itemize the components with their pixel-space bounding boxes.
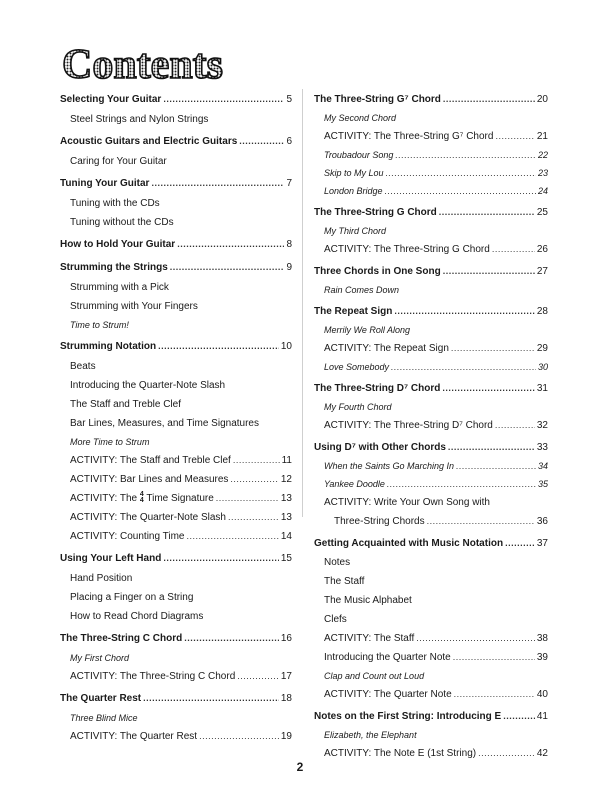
toc-entry-label: Strumming with a Pick (70, 282, 169, 293)
toc-entry-section[interactable] (60, 489, 292, 508)
toc-entry-section[interactable] (60, 607, 292, 626)
leader-dots (199, 727, 279, 746)
leader-dots (448, 437, 535, 457)
toc-entry-page-number: 7 (286, 178, 292, 189)
toc-entry-chapter[interactable] (314, 378, 548, 398)
toc-entry-label: Three Blind Mice (70, 713, 138, 723)
toc-entry-section[interactable] (314, 339, 548, 358)
toc-entry-section[interactable] (314, 493, 548, 512)
toc-entry-section[interactable] (60, 357, 292, 376)
leader-dots (170, 257, 285, 278)
toc-left-column (60, 89, 292, 746)
toc-entry-page-number: 6 (286, 136, 292, 147)
toc-entry-song[interactable] (314, 222, 548, 240)
toc-entry-label: ACTIVITY: Write Your Own Song with (324, 497, 490, 508)
page-number: 2 (296, 760, 304, 774)
contents-title-text: Contents (62, 42, 224, 88)
leader-dots (230, 470, 278, 489)
toc-entry-section[interactable] (314, 512, 548, 531)
leader-dots (453, 648, 535, 667)
toc-entry-label: Yankee Doodle (324, 479, 385, 489)
leader-dots (143, 688, 279, 709)
toc-entry-song[interactable] (314, 109, 548, 127)
toc-entry-section[interactable] (314, 685, 548, 704)
toc-entry-label: My First Chord (70, 653, 130, 663)
toc-entry-label: Hand Position (70, 573, 133, 584)
leader-dots (416, 629, 535, 648)
toc-entry-section[interactable] (314, 572, 548, 591)
toc-entry-chapter[interactable] (60, 89, 292, 110)
toc-entry-page-number: 18 (280, 693, 292, 704)
toc-entry-label: The Three-String C Chord (60, 633, 183, 644)
toc-entry-section[interactable] (314, 629, 548, 648)
toc-entry-song[interactable] (314, 726, 548, 744)
contents-title-graphic (60, 40, 260, 90)
toc-entry-section[interactable] (314, 553, 548, 572)
toc-entry-page-number: 26 (536, 244, 548, 255)
toc-entry-section[interactable] (60, 727, 292, 746)
time-signature-top: 4 (139, 491, 144, 498)
toc-entry-label: Clap and Count out Loud (324, 671, 425, 681)
toc-entry-section[interactable] (314, 610, 548, 629)
leader-dots (443, 261, 535, 281)
leader-dots (158, 336, 279, 357)
toc-entry-label: Introducing the Quarter-Note Slash (70, 380, 226, 391)
toc-entry-page-number: 11 (281, 455, 292, 466)
toc-entry-label: ACTIVITY: The Three-String C Chord (70, 671, 236, 682)
toc-entry-page-number: 12 (280, 474, 292, 485)
toc-entry-section[interactable] (314, 648, 548, 667)
toc-entry-label: Elizabeth, the Elephant (324, 730, 417, 740)
toc-entry-section[interactable] (60, 395, 292, 414)
toc-entry-page-number: 36 (536, 516, 548, 527)
leader-dots (394, 301, 535, 321)
toc-entry-song[interactable] (314, 457, 548, 475)
toc-entry-label-part: Time Signature (146, 493, 214, 504)
leader-dots (391, 358, 536, 376)
toc-entry-page-number: 24 (537, 186, 548, 196)
leader-dots (151, 173, 284, 194)
toc-entry-label: Notes (324, 557, 351, 568)
toc-entry-page-number: 25 (536, 207, 548, 218)
toc-entry-label: ACTIVITY: The Quarter Note (324, 689, 452, 700)
toc-entry-song[interactable] (314, 321, 548, 339)
toc-entry-label: More Time to Strum (70, 437, 150, 447)
toc-entry-page-number: 13 (280, 512, 292, 523)
leader-dots (505, 533, 535, 553)
toc-entry-label: ACTIVITY: The Quarter-Note Slash (70, 512, 226, 523)
toc-entry-section[interactable] (60, 278, 292, 297)
toc-entry-page-number: 28 (536, 306, 548, 317)
toc-entry-page-number: 27 (536, 266, 548, 277)
toc-entry-section[interactable] (314, 240, 548, 259)
toc-entry-label: Using Your Left Hand (60, 553, 162, 564)
toc-entry-section[interactable] (60, 508, 292, 527)
toc-entry-section[interactable] (314, 591, 548, 610)
toc-entry-label: The Repeat Sign (314, 306, 393, 317)
toc-entry-song[interactable] (314, 667, 548, 685)
toc-entry-label: Skip to My Lou (324, 168, 384, 178)
toc-entry-page-number: 37 (536, 538, 548, 549)
toc-entry-section[interactable] (314, 127, 548, 146)
toc-entry-song[interactable] (314, 164, 548, 182)
toc-entry-label: The Three-String G Chord (314, 207, 437, 218)
toc-entry-page-number: 32 (536, 420, 548, 431)
toc-entry-chapter[interactable] (314, 202, 548, 222)
toc-entry-label (70, 489, 214, 508)
toc-entry-label: Acoustic Guitars and Electric Guitars (60, 136, 238, 147)
toc-entry-page-number: 17 (280, 671, 292, 682)
contents-title (60, 40, 260, 90)
leader-dots (439, 202, 535, 222)
toc-entry-label: The Quarter Rest (60, 693, 142, 704)
toc-entry-page-number: 21 (536, 131, 548, 142)
toc-entry-page-number: 14 (280, 531, 292, 542)
leader-dots (163, 548, 279, 569)
toc-entry-page-number: 23 (537, 168, 548, 178)
toc-entry-label: ACTIVITY: The Note E (1st String) (324, 748, 477, 759)
toc-right-column (314, 89, 548, 763)
toc-entry-chapter[interactable] (314, 437, 548, 457)
toc-entry-page-number: 19 (280, 731, 292, 742)
toc-entry-page-number: 8 (286, 239, 292, 250)
toc-entry-label: ACTIVITY: The Three-String G Chord (324, 244, 490, 255)
toc-entry-page-number: 29 (536, 343, 548, 354)
toc-entry-section[interactable] (314, 416, 548, 435)
toc-entry-label: The Staff (324, 576, 365, 587)
toc-entry-label: Tuning with the CDs (70, 198, 160, 209)
toc-entry-song[interactable] (314, 475, 548, 493)
toc-entry-label: Caring for Your Guitar (70, 156, 167, 167)
toc-entry-song[interactable] (314, 146, 548, 164)
toc-entry-page-number: 16 (280, 633, 292, 644)
toc-entry-label: ACTIVITY: The Repeat Sign (324, 343, 449, 354)
toc-entry-page-number: 22 (537, 150, 548, 160)
toc-entry-label: My Third Chord (324, 226, 387, 236)
toc-entry-page-number: 41 (536, 711, 548, 722)
toc-entry-chapter[interactable] (60, 628, 292, 649)
toc-entry-label: Strumming Notation (60, 341, 157, 352)
toc-entry-label: ACTIVITY: The Staff (324, 633, 415, 644)
leader-dots (228, 508, 279, 527)
toc-entry-label-part: ACTIVITY: The (70, 493, 138, 504)
leader-dots (443, 89, 535, 109)
leader-dots (187, 527, 279, 546)
toc-entry-section[interactable] (60, 569, 292, 588)
leader-dots (177, 234, 284, 255)
toc-entry-chapter[interactable] (314, 301, 548, 321)
toc-entry-label: The Staff and Treble Clef (70, 399, 181, 410)
toc-entry-label: Love Somebody (324, 362, 390, 372)
leader-dots (237, 667, 279, 686)
leader-dots (495, 127, 534, 146)
toc-entry-chapter[interactable] (60, 234, 292, 255)
toc-entry-label: Steel Strings and Nylon Strings (70, 114, 209, 125)
toc-entry-page-number: 34 (537, 461, 548, 471)
toc-entry-song[interactable] (314, 358, 548, 376)
toc-entry-page-number: 39 (536, 652, 548, 663)
leader-dots (395, 146, 536, 164)
toc-entry-section[interactable] (60, 667, 292, 686)
toc-entry-page-number: 38 (536, 633, 548, 644)
toc-entry-song[interactable] (60, 433, 292, 451)
toc-entry-chapter[interactable] (60, 688, 292, 709)
toc-entry-label: The Three-String G⁷ Chord (314, 94, 441, 105)
toc-entry-page-number: 10 (280, 341, 292, 352)
toc-entry-label: When the Saints Go Marching In (324, 461, 455, 471)
leader-dots (184, 628, 279, 649)
toc-entry-label: ACTIVITY: The Three-String D⁷ Chord (324, 420, 493, 431)
toc-entry-label: Beats (70, 361, 96, 372)
leader-dots (442, 378, 535, 398)
toc-entry-label: ACTIVITY: Bar Lines and Measures (70, 474, 229, 485)
toc-entry-label: Merrily We Roll Along (324, 325, 411, 335)
leader-dots (216, 489, 279, 508)
toc-entry-label: Getting Acquainted with Music Notation (314, 538, 504, 549)
toc-entry-label: Tuning without the CDs (70, 217, 174, 228)
toc-entry-section[interactable] (60, 110, 292, 129)
toc-entry-label: Troubadour Song (324, 150, 394, 160)
toc-entry-label: Tuning Your Guitar (60, 178, 150, 189)
toc-entry-label: Selecting Your Guitar (60, 94, 162, 105)
leader-dots (233, 451, 280, 470)
toc-entry-song[interactable] (314, 182, 548, 200)
toc-entry-section[interactable] (60, 376, 292, 395)
toc-entry-chapter[interactable] (60, 173, 292, 194)
leader-dots (456, 457, 536, 475)
toc-entry-section[interactable] (60, 588, 292, 607)
toc-entry-page-number: 42 (536, 748, 548, 759)
toc-entry-section[interactable] (60, 297, 292, 316)
leader-dots (495, 416, 535, 435)
toc-entry-chapter[interactable] (60, 336, 292, 357)
toc-entry-section[interactable] (60, 414, 292, 433)
toc-entry-label: Strumming the Strings (60, 262, 168, 273)
leader-dots (454, 685, 535, 704)
toc-entry-label: London Bridge (324, 186, 383, 196)
time-signature-fraction (140, 492, 144, 504)
toc-entry-page-number: 15 (280, 553, 292, 564)
toc-entry-label: Rain Comes Down (324, 285, 400, 295)
toc-entry-page-number: 35 (537, 479, 548, 489)
toc-entry-label: My Fourth Chord (324, 402, 392, 412)
toc-entry-page-number: 5 (286, 94, 292, 105)
toc-entry-page-number: 9 (286, 262, 292, 273)
toc-entry-song[interactable] (314, 281, 548, 299)
toc-entry-song[interactable] (60, 649, 292, 667)
toc-entry-page-number: 33 (536, 442, 548, 453)
toc-entry-label: Bar Lines, Measures, and Time Signatures (70, 418, 259, 429)
leader-dots (503, 706, 535, 726)
toc-entry-page-number: 30 (537, 362, 548, 372)
toc-entry-label: The Music Alphabet (324, 595, 412, 606)
toc-entry-page-number: 20 (536, 94, 548, 105)
toc-entry-label: Introducing the Quarter Note (324, 652, 451, 663)
toc-entry-label: How to Hold Your Guitar (60, 239, 176, 250)
toc-entry-label: ACTIVITY: The Three-String G⁷ Chord (324, 131, 494, 142)
toc-entry-section[interactable] (60, 527, 292, 546)
toc-entry-label: Notes on the First String: Introducing E (314, 711, 502, 722)
toc-entry-chapter[interactable] (60, 257, 292, 278)
toc-entry-label: Time to Strum! (70, 320, 129, 330)
toc-entry-label: Strumming with Your Fingers (70, 301, 198, 312)
toc-entry-chapter[interactable] (60, 131, 292, 152)
leader-dots (386, 164, 536, 182)
toc-entry-song[interactable] (314, 398, 548, 416)
leader-dots (163, 89, 284, 110)
toc-entry-section[interactable] (60, 470, 292, 489)
leader-dots (385, 182, 536, 200)
leader-dots (239, 131, 284, 152)
toc-entry-label: My Second Chord (324, 113, 397, 123)
toc-entry-section[interactable] (60, 213, 292, 232)
toc-entry-page-number: 13 (280, 493, 292, 504)
toc-entry-chapter[interactable] (314, 261, 548, 281)
time-signature-bottom: 4 (139, 497, 144, 504)
toc-entry-label: ACTIVITY: The Quarter Rest (70, 731, 198, 742)
leader-dots (427, 512, 535, 531)
leader-dots (387, 475, 536, 493)
toc-entry-section[interactable] (60, 152, 292, 171)
toc-entry-chapter[interactable] (314, 533, 548, 553)
toc-entry-section[interactable] (60, 194, 292, 213)
leader-dots (451, 339, 535, 358)
toc-entry-label: How to Read Chord Diagrams (70, 611, 204, 622)
toc-entry-label: ACTIVITY: Counting Time (70, 531, 185, 542)
toc-entry-label: Clefs (324, 614, 347, 625)
toc-entry-song[interactable] (60, 316, 292, 334)
toc-entry-chapter[interactable] (60, 548, 292, 569)
toc-entry-song[interactable] (60, 709, 292, 727)
toc-entry-page-number: 31 (536, 383, 548, 394)
toc-entry-section[interactable] (60, 451, 292, 470)
toc-entry-page-number: 40 (536, 689, 548, 700)
toc-entry-label: Placing a Finger on a String (70, 592, 194, 603)
toc-entry-label: Using D⁷ with Other Chords (314, 442, 446, 453)
toc-entry-label: The Three-String D⁷ Chord (314, 383, 441, 394)
toc-entry-chapter[interactable] (314, 706, 548, 726)
toc-entry-label: Three Chords in One Song (314, 266, 441, 277)
leader-dots (492, 240, 535, 259)
toc-entry-label: ACTIVITY: The Staff and Treble Clef (70, 455, 231, 466)
toc-entry-chapter[interactable] (314, 89, 548, 109)
toc-entry-label: Three-String Chords (334, 516, 425, 527)
